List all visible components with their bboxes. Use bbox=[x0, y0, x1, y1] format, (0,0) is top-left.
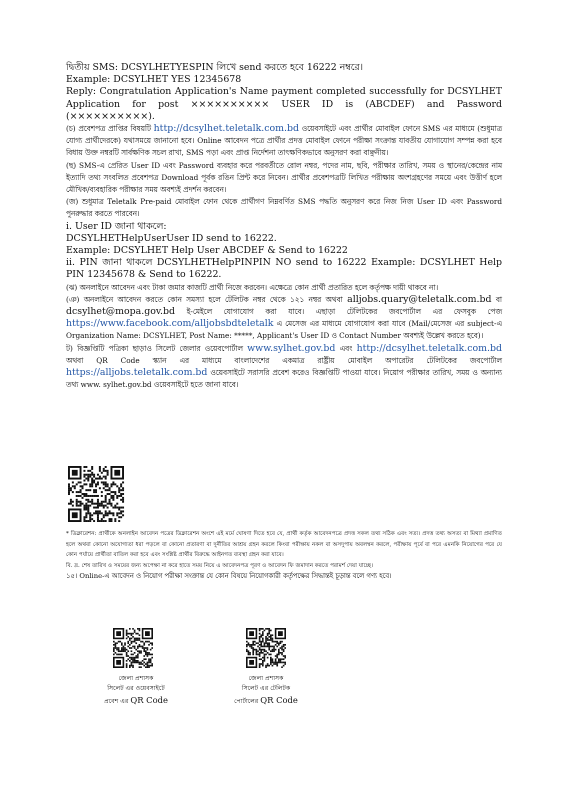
declaration-note: * ডিক্লারেশন: প্রার্থীকে অনলাইন আবেদন পত্রের ডিক্লারেশন অংশে এই মর্মে ঘোষণা দিতে হবে যে, প্রার্থী কর্তৃক আবেদনপত্রে প্রদত্ত সকল তথ্য সঠিক এবং সত্য। প্রদত্ত তথ্য অসত্য বা মিথ্যা প্রমাণিত হলে অথবা কোনো অযোগ্যতা ধরা পড়লে বা কোনো প্রতারণা বা দুর্নীতির আশ্রয় গ্রহন করলে কিংবা পরীক্ষায় নকল বা অসদুপায় অবলম্বন করলে, পরীক্ষায় পূর্বে বা পরে এমনকি নিয়োগের পরে যে কোন পর্যায়ে প্রার্থীতা বাতিল করা হবে এবং সংশ্লিষ্ট প্রার্থীর বিরুদ্ধে আইনগত ব্যবস্থা গ্রহন করা যাবে। bbox=[66, 531, 502, 559]
dcsylhet-link[interactable]: http://dcsylhet.teletalk.com.bd bbox=[153, 123, 300, 135]
footnotes bbox=[66, 529, 502, 582]
main-qr-code[interactable] bbox=[66, 466, 126, 522]
self-apply-paragraph: (ঝ) অনলাইনে আবেদন এবং টাকা জমার কাজটি প্রার্থী নিজে করবেন। এক্ষেত্রে কোন প্রার্থী প্রতারিত হলে কর্তৃপক্ষ দায়ী থাকবে না। bbox=[66, 282, 439, 292]
teletalk-email[interactable]: alljobs.quary@teletalk.com.bd bbox=[347, 293, 492, 305]
dc-email[interactable]: dcsylhet@mopa.gov.bd bbox=[66, 306, 176, 318]
user-id-sms-format: DCSYLHETHelpUserUser ID send to 16222. bbox=[66, 232, 277, 244]
admit-download-paragraph: (ছ) SMS-এ প্রেরিত User ID এবং Password ব্যবহার করে পরবর্তীতে রোল নম্বর, পদের নাম, ছবি, পরীক্ষার তারিখ, সময় ও স্থানের/কেন্দ্রের নাম ইত্যাদি তথ্য সংবলিত প্রবেশপত্র Download পূর্বক রঙিন প্রিন্ট করে নিবেন। প্রার্থীর প্রবেশপত্রটি লিখিত পরীক্ষায় অংশগ্রহণের সময়ে এবং উত্তীর্ণ হলে মৌখিক/ব্যবহারিক পরীক্ষার সময় অবশ্যই প্রদর্শন করবেন। bbox=[66, 160, 502, 195]
qr-modules bbox=[246, 628, 286, 668]
teletalk-portal-qr-code[interactable] bbox=[246, 628, 286, 668]
document-body bbox=[66, 62, 502, 391]
qr-modules bbox=[113, 628, 153, 668]
sylhet-portal-link[interactable]: www.sylhet.gov.bd bbox=[247, 342, 336, 354]
admit-card-paragraph: (চ) প্রবেশপত্র প্রাপ্তির বিষয়টি http://dcsylhet.teletalk.com.bd ওয়েবসাইটে এবং প্রার্থীর মোবাইল ফোনে SMS এর মাধ্যমে (শুধুমাত্র যোগ্য প্রার্থীদেরকে) যথাসময়ে জানানো হবে। Online আবেদন পত্রে প্রার্থীর প্রদত্ত মোবাইল ফোনে পরীক্ষা সংক্রান্ত যাবতীয় যোগাযোগ সম্পন্ন করা হবে বিধায় উক্ত নম্বরটি সার্বক্ষণিক সচল রাখা, SMS পড়া এবং প্রাপ্ত নির্দেশনা তাৎক্ষণিকভাবে অনুসরণ করা বাঞ্ছনীয়। bbox=[66, 123, 502, 158]
pin-sms-paragraph: ii. PIN জানা থাকলে DCSYLHETHelpPINPIN NO send to 16222 Example: DCSYLHET Help PIN 12345678 & Send to 16222. bbox=[66, 257, 502, 281]
deadline-note: বি. দ্র. শেষ তারিখ ও সময়ের জন্য অপেক্ষা না করে হাতে সময় নিয়ে এ আবেদনপত্র পূরণ ও আবেদন ফি জমাদান করতে পরামর্শ দেয়া যাচ্ছে। bbox=[66, 562, 374, 569]
contact-paragraph: (ঞ) অনলাইনে আবেদন করতে কোন সমস্যা হলে টেলিটক নম্বর থেকে ১২১ নম্বর অথবা alljobs.quary@teletalk.com.bd বা dcsylhet@mopa.gov.bd ই-মেইলে যোগাযোগ করা যাবে। এছাড়া টেলিটকের জবপোর্টাল এর ফেসবুক পেজ https://www.facebook.com/alljobsbdteletalk এ মেসেজ এর মাধ্যমে যোগাযোগ করা যাবে (Mail/মেসেজ এর subject-এ Organization Name: DCSYLHET, Post Name: *****, Applicant's User ID ও Contact Number অবশ্যই উল্লেখ করতে হবে)। bbox=[66, 293, 502, 341]
reply-paragraph: Reply: Congratulation Application's Name payment completed successfully for DCSYLHET Application for post ×××××××××× USER ID is (ABCDEF) and Password (××××××××××). bbox=[66, 86, 502, 122]
example-yes-line: Example: DCSYLHET YES 12345678 bbox=[66, 74, 242, 86]
user-id-example: Example: DCSYLHET Help User ABCDEF & Send to 16222 bbox=[66, 245, 348, 257]
sylhet-website-qr-code[interactable] bbox=[113, 628, 153, 668]
second-sms-line: দ্বিতীয় SMS: DCSYLHETYESPIN লিখে send করতে হবে 16222 নম্বরে। bbox=[66, 62, 364, 73]
facebook-link[interactable]: https://www.facebook.com/alljobsbdteletalk bbox=[66, 318, 274, 330]
teletalk-qr-caption: জেলা প্রশাসক সিলেট এর টেলিটক পোর্টালের QR Code bbox=[234, 675, 298, 705]
user-id-heading: i. User ID জানা থাকলে: bbox=[66, 220, 167, 232]
alljobs-link[interactable]: https://alljobs.teletalk.com.bd bbox=[66, 367, 208, 379]
password-recovery-paragraph: (জ) শুধুমাত্র Teletalk Pre-paid মোবাইল ফোন থেকে প্রার্থীগণ নিম্নবর্ণিত SMS পদ্ধতি অনুসরণ করে নিজ নিজ User ID এবং Password পুনরুদ্ধার করতে পারবেন। bbox=[66, 197, 502, 219]
teletalk-dcsylhet-link[interactable]: http://dcsylhet.teletalk.com.bd bbox=[356, 342, 502, 354]
final-authority-note: ১৫। Online-এ আবেদন ও নিয়োগ পরীক্ষা সংক্রান্ত যে কোন বিষয়ে নিয়োগকারী কর্তৃপক্ষের সিদ্ধান্তই চূড়ান্ত বলে গণ্য হবে। bbox=[66, 572, 392, 581]
sylhet-qr-caption: জেলা প্রশাসক সিলেট এর ওয়েবসাইটে প্রবেশ এর QR Code bbox=[104, 675, 168, 705]
notice-availability-paragraph: ট) বিজ্ঞপ্তিটি পত্রিকা ছাড়াও সিলেট জেলার ওয়েবপোর্টাল www.sylhet.gov.bd এবং http://dcsylhet.teletalk.com.bd অথবা QR Code স্ক্যান এর মাধ্যমে বাংলাদেশের একমাত্র রাষ্ট্রীয় মোবাইল অপারেটর টেলিটকের জবপোর্টাল https://alljobs.teletalk.com.bd ওয়েবসাইটে সরাসরি প্রবেশ করেও বিজ্ঞপ্তিটি পাওয়া যাবে। নিয়োগ পরীক্ষার তারিখ, সময় ও অন্যান্য তথ্য www. sylhet.gov.bd ওয়েবসাইটে হতে জানা যাবে। bbox=[66, 342, 502, 390]
